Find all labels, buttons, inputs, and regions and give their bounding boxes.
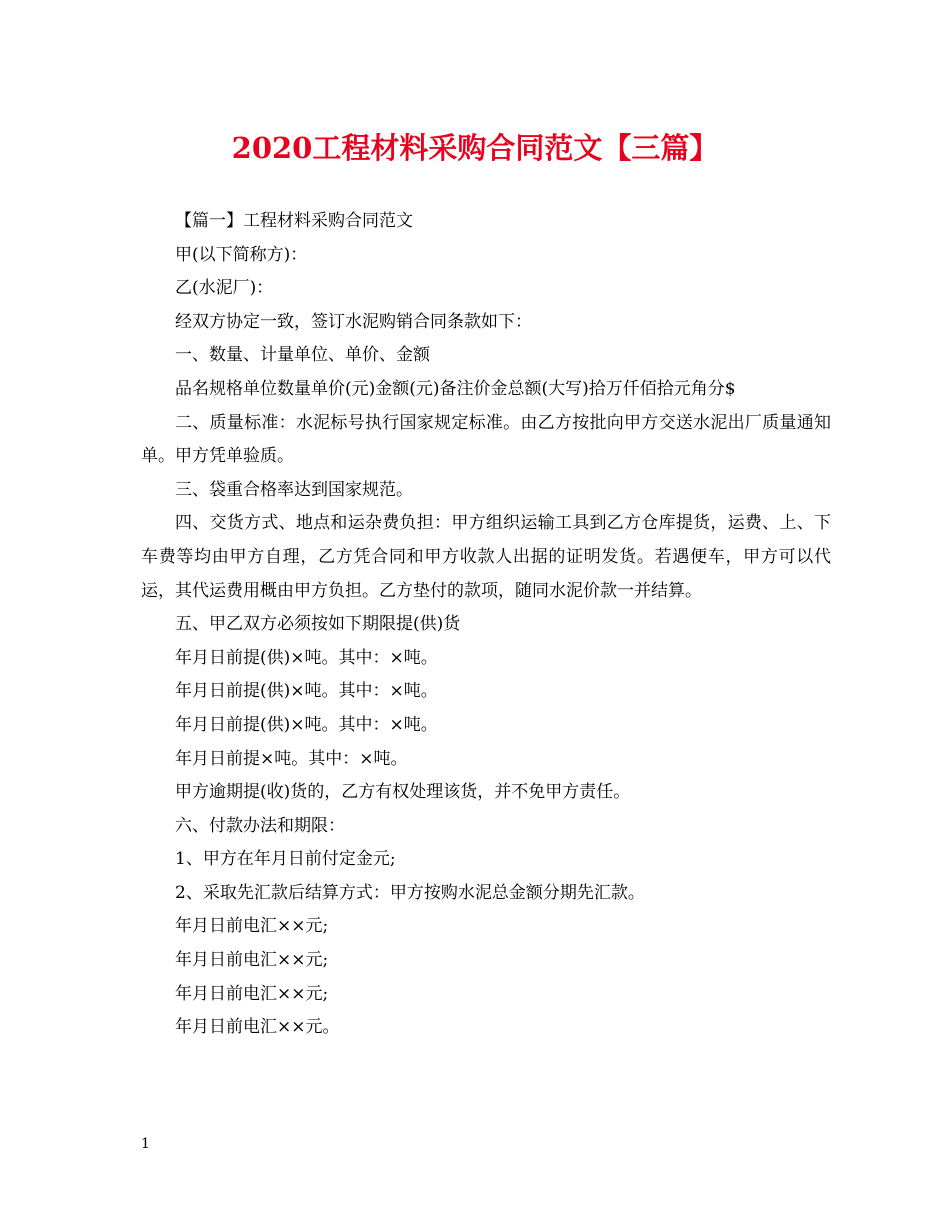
paragraph: 甲方逾期提(收)货的，乙方有权处理该货，并不免甲方责任。	[175, 782, 631, 803]
paragraph: 年月日前提(供)×吨。其中：×吨。	[175, 681, 438, 702]
paragraph: 四、交货方式、地点和运杂费负担：甲方组织运输工具到乙方仓库提货，运费、上、下车费等均由甲方自理，乙方凭合同和甲方收款人出据的证明发货。若遇便车，甲方可以代运，其代运费用概由甲方负担。乙方垫付的款项，随同水泥价款一并结算。	[141, 513, 831, 601]
paragraph: 2、采取先汇款后结算方式：甲方按购水泥总金额分期先汇款。	[175, 882, 645, 903]
section-heading: 【篇一】工程材料采购合同范文	[175, 211, 413, 231]
paragraph: 年月日前提(供)×吨。其中：×吨。	[175, 714, 438, 735]
paragraph: 年月日前电汇××元;	[175, 916, 329, 937]
page-number: 1	[141, 1136, 150, 1152]
paragraph: 一、数量、计量单位、单价、金额	[175, 345, 430, 366]
paragraph: 品名规格单位数量单价(元)金额(元)备注价金总额(大写)拾万仟佰拾元角分$	[175, 378, 736, 399]
paragraph: 六、付款办法和期限：	[175, 815, 345, 836]
paragraph: 年月日前提(供)×吨。其中：×吨。	[175, 647, 438, 668]
paragraph: 年月日前电汇××元;	[175, 950, 329, 971]
paragraph: 年月日前提×吨。其中：×吨。	[175, 748, 408, 769]
paragraph: 1、甲方在年月日前付定金元;	[175, 849, 396, 870]
paragraph: 年月日前电汇××元。	[175, 1017, 340, 1038]
document-body	[141, 205, 831, 1045]
paragraph: 年月日前电汇××元;	[175, 983, 329, 1004]
paragraph: 五、甲乙双方必须按如下期限提(供)货	[175, 614, 461, 635]
paragraph: 乙(水泥厂)：	[175, 278, 274, 299]
paragraph: 二、质量标准：水泥标号执行国家规定标准。由乙方按批向甲方交送水泥出厂质量通知单。甲方凭单验质。	[141, 412, 831, 467]
document-title: 2020工程材料采购合同范文【三篇】	[231, 131, 719, 165]
paragraph: 三、袋重合格率达到国家规范。	[175, 479, 413, 500]
paragraph: 甲(以下简称方)：	[175, 244, 308, 265]
paragraph: 经双方协定一致，签订水泥购销合同条款如下：	[175, 311, 532, 332]
